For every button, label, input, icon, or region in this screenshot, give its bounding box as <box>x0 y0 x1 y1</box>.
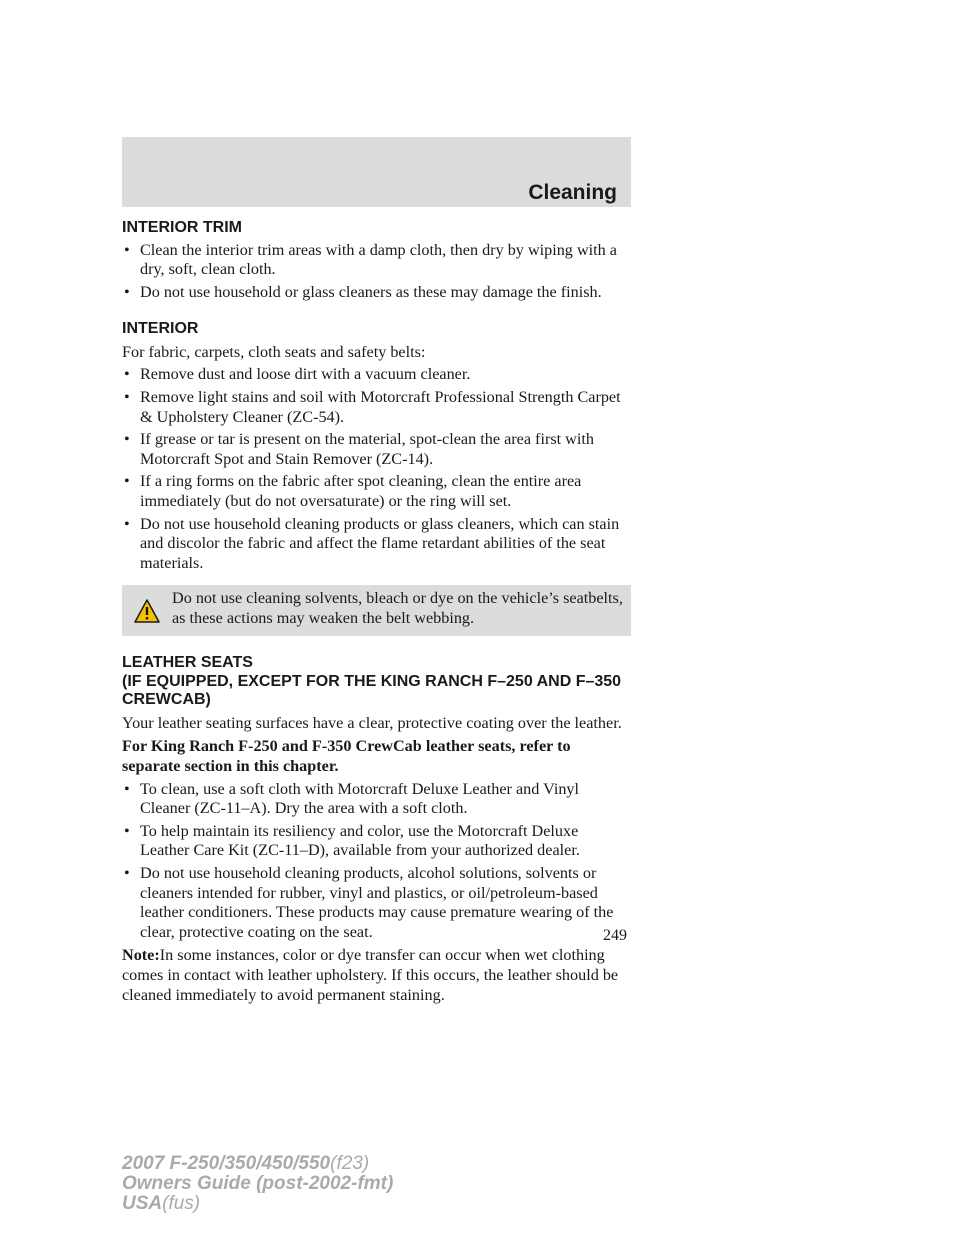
leather-heading: LEATHER SEATS <box>122 654 253 672</box>
warning-box <box>122 585 631 636</box>
page-title: Cleaning <box>528 181 617 204</box>
footer <box>122 1154 393 1214</box>
bullet-icon: • <box>124 779 130 798</box>
bullet-icon: • <box>124 472 130 491</box>
note-text: In some instances, color or dye transfer can occur when wet clothing comes in contact with leather upholstery. If this occurs, the leather should be cleaned immediately to avoid permanent staining. <box>122 946 619 1004</box>
list-item: • To clean, use a soft cloth with Motorcraft Deluxe Leather and Vinyl Cleaner (ZC-11–A). Dry the area with a soft cloth. <box>124 779 580 818</box>
bullet-icon: • <box>124 430 130 449</box>
bullet-icon: • <box>124 514 130 533</box>
king-ranch-note: For King Ranch F-250 and F-350 CrewCab leather seats, refer to separate section in this chapter. <box>122 737 571 775</box>
leather-intro: Your leather seating surfaces have a clear, protective coating over the leather. <box>122 713 622 732</box>
note-paragraph <box>122 946 631 1005</box>
list-item: • Do not use household or glass cleaners as these may damage the finish. <box>124 282 602 301</box>
list-item: • To help maintain its resiliency and color, use the Motorcraft Deluxe Leather Care Kit (ZC-11–D), available from your authorized dealer. <box>124 821 580 860</box>
bullet-icon: • <box>124 282 130 301</box>
interior-trim-heading: INTERIOR TRIM <box>122 219 242 236</box>
page-content <box>122 219 631 1005</box>
interior-heading: INTERIOR <box>122 320 199 338</box>
footer-line-1: 2007 F-250/350/450/550(f23) <box>122 1153 370 1174</box>
bullet-icon: • <box>124 387 130 406</box>
warning-text: Do not use cleaning solvents, bleach or dye on the vehicle’s seatbelts, as these actions may weaken the belt webbing. <box>172 589 623 627</box>
footer-line-3: USA(fus) <box>122 1193 201 1214</box>
interior-list <box>122 365 631 573</box>
leather-list <box>122 780 631 943</box>
list-item: • If a ring forms on the fabric after spot cleaning, clean the entire area immediately (but do not oversaturate) or the ring will set. <box>124 472 582 510</box>
list-item: • Remove dust and loose dirt with a vacuum cleaner. <box>124 365 471 384</box>
list-item: • Remove light stains and soil with Motorcraft Professional Strength Carpet & Upholstery Cleaner (ZC-54). <box>124 387 621 426</box>
page-number: 249 <box>603 927 627 944</box>
footer-line-2: Owners Guide (post-2002-fmt) <box>122 1173 394 1194</box>
list-item: • Do not use household cleaning products or glass cleaners, which can stain and discolor the fabric and affect the flame retardant abilities of the seat materials. <box>124 514 620 572</box>
note-label: Note: <box>122 946 160 965</box>
bullet-icon: • <box>124 365 130 384</box>
bullet-icon: • <box>124 863 130 882</box>
header-band <box>122 137 631 207</box>
warning-icon <box>134 599 160 623</box>
list-item: • Clean the interior trim areas with a damp cloth, then dry by wiping with a dry, soft, clean cloth. <box>124 240 617 279</box>
bullet-icon: • <box>124 240 130 259</box>
leather-subheading: (IF EQUIPPED, EXCEPT FOR THE KING RANCH F–250 AND F–350 CREWCAB) <box>122 672 622 709</box>
list-item: • Do not use household cleaning products, alcohol solutions, solvents or cleaners intended for rubber, vinyl and plastics, or oil/petroleum-based leather conditioners. These products may cause premature wearing of the clear, protective coating on the seat. <box>124 863 614 941</box>
interior-intro: For fabric, carpets, cloth seats and safety belts: <box>122 342 426 361</box>
bullet-icon: • <box>124 821 130 840</box>
interior-trim-list <box>122 241 631 303</box>
list-item: • If grease or tar is present on the material, spot-clean the area first with Motorcraft Spot and Stain Remover (ZC-14). <box>124 430 594 468</box>
